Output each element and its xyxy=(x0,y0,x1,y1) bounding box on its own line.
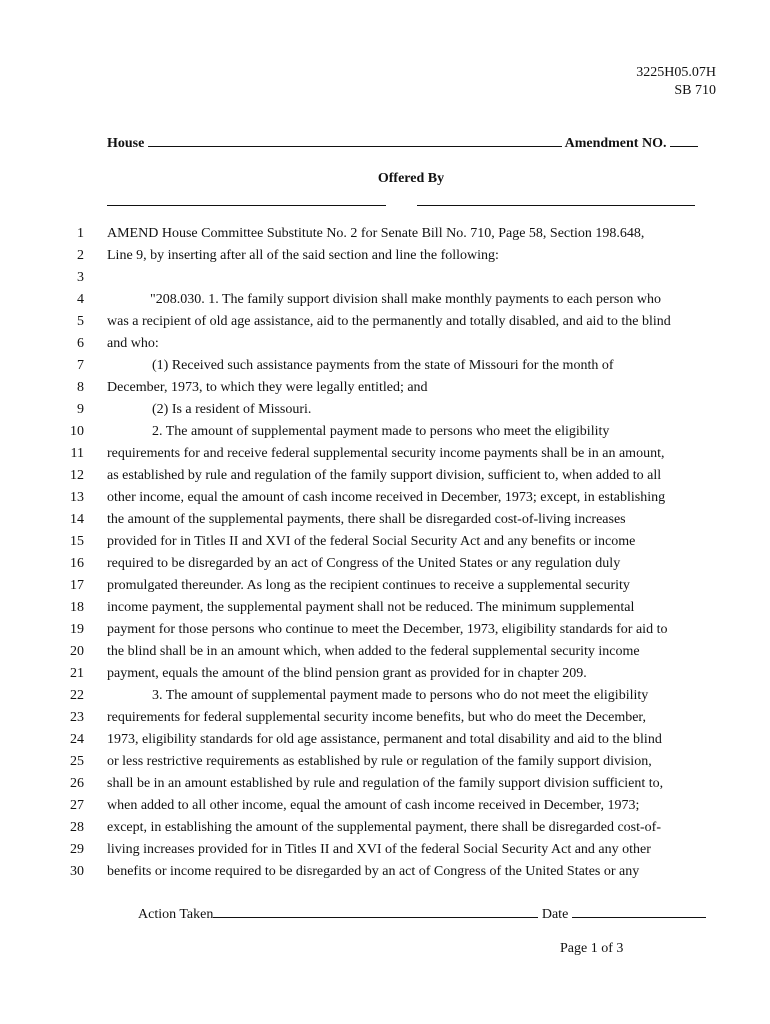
page-number: Page 1 of 3 xyxy=(560,941,624,956)
text-line: required to be disregarded by an act of Congress of the United States or any regulation duly xyxy=(107,556,621,571)
line-number: 26 xyxy=(70,776,84,791)
text-line: payment for those persons who continue to meet the December, 1973, eligibility standards for aid to xyxy=(107,622,668,637)
text-line: benefits or income required to be disregarded by an act of Congress of the United States or any xyxy=(107,864,640,879)
line-number: 22 xyxy=(70,688,84,703)
text-line: 1973, eligibility standards for old age assistance, permanent and total disability and aid to the blind xyxy=(107,732,662,747)
line-number: 11 xyxy=(70,446,84,461)
amendment-header xyxy=(107,134,712,152)
action-taken-blank xyxy=(213,905,538,918)
line-number: 4 xyxy=(77,292,84,307)
line-number: 27 xyxy=(70,798,84,813)
house-blank xyxy=(148,134,562,147)
amendment-body xyxy=(107,223,717,883)
text-line: shall be in an amount established by rule and regulation of the family support division sufficient to, xyxy=(107,776,664,791)
text-line: when added to all other income, equal the amount of cash income received in December, 1973; xyxy=(107,798,640,813)
line-number: 12 xyxy=(70,468,84,483)
line-number: 25 xyxy=(70,754,84,769)
line-number: 13 xyxy=(70,490,84,505)
text-line: December, 1973, to which they were legally entitled; and xyxy=(107,380,428,395)
date-blank xyxy=(572,905,706,918)
text-line: (2) Is a resident of Missouri. xyxy=(152,402,312,417)
text-line: AMEND House Committee Substitute No. 2 for Senate Bill No. 710, Page 58, Section 198.648, xyxy=(107,226,645,241)
line-number: 1 xyxy=(77,226,84,241)
action-taken-row xyxy=(138,905,706,923)
amendment-label: Amendment NO. xyxy=(564,136,667,151)
line-number: 2 xyxy=(77,248,84,263)
line-number: 29 xyxy=(70,842,84,857)
line-number: 16 xyxy=(70,556,84,571)
line-number: 18 xyxy=(70,600,84,615)
line-number: 19 xyxy=(70,622,84,637)
line-number: 17 xyxy=(70,578,84,593)
text-line: the amount of the supplemental payments, there shall be disregarded cost-of-living increases xyxy=(107,512,626,527)
line-number: 24 xyxy=(70,732,84,747)
text-line: requirements for federal supplemental security income benefits, but who do meet the December, xyxy=(107,710,647,725)
line-number: 6 xyxy=(77,336,84,351)
text-line: and who: xyxy=(107,336,159,351)
line-number: 28 xyxy=(70,820,84,835)
text-line: as established by rule and regulation of the family support division, sufficient to, when added to all xyxy=(107,468,662,483)
line-number: 5 xyxy=(77,314,84,329)
line-number: 14 xyxy=(70,512,84,527)
line-number: 10 xyxy=(70,424,84,439)
line-number: 3 xyxy=(77,270,84,285)
text-line: 3. The amount of supplemental payment made to persons who do not meet the eligibility xyxy=(152,688,649,703)
line-number: 9 xyxy=(77,402,84,417)
amendment-number-blank xyxy=(670,134,698,147)
line-number: 7 xyxy=(77,358,84,373)
line-number: 30 xyxy=(70,864,84,879)
text-line: was a recipient of old age assistance, aid to the permanently and totally disabled, and aid to the blind xyxy=(107,314,671,329)
text-line: or less restrictive requirements as established by rule or regulation of the family support division, xyxy=(107,754,652,769)
document-identifiers xyxy=(636,64,716,100)
line-number: 8 xyxy=(77,380,84,395)
offered-by-label: Offered By xyxy=(377,171,445,186)
text-line: requirements for and receive federal supplemental security income payments shall be in an amount, xyxy=(107,446,665,461)
offered-by-line-right xyxy=(417,205,695,206)
text-line: payment, equals the amount of the blind pension grant as provided for in chapter 209. xyxy=(107,666,587,681)
line-number: 21 xyxy=(70,666,84,681)
text-line: living increases provided for in Titles II and XVI of the federal Social Security Act and any other xyxy=(107,842,651,857)
text-line: Line 9, by inserting after all of the said section and line the following: xyxy=(107,248,499,263)
text-line: except, in establishing the amount of the supplemental payment, there shall be disregarded cost-of- xyxy=(107,820,661,835)
line-number: 15 xyxy=(70,534,84,549)
text-line: (1) Received such assistance payments from the state of Missouri for the month of xyxy=(152,358,614,373)
text-line: income payment, the supplemental payment shall not be reduced. The minimum supplemental xyxy=(107,600,635,615)
offered-by-line-left xyxy=(107,205,386,206)
line-number: 20 xyxy=(70,644,84,659)
text-line: other income, equal the amount of cash income received in December, 1973; except, in establishing xyxy=(107,490,666,505)
date-label: Date xyxy=(541,907,569,922)
line-numbers xyxy=(40,223,84,883)
action-taken-label: Action Taken xyxy=(138,907,214,922)
house-label: House xyxy=(107,136,145,151)
line-number: 23 xyxy=(70,710,84,725)
text-line: 2. The amount of supplemental payment made to persons who meet the eligibility xyxy=(152,424,610,439)
doc-id: 3225H05.07H xyxy=(636,65,716,80)
text-line: "208.030. 1. The family support division shall make monthly payments to each person who xyxy=(150,292,661,307)
bill-number: SB 710 xyxy=(674,83,716,98)
text-line xyxy=(107,267,717,289)
text-line: provided for in Titles II and XVI of the federal Social Security Act and any benefits or income xyxy=(107,534,636,549)
text-line: promulgated thereunder. As long as the recipient continues to receive a supplemental security xyxy=(107,578,630,593)
text-line: the blind shall be in an amount which, when added to the federal supplemental security income xyxy=(107,644,640,659)
